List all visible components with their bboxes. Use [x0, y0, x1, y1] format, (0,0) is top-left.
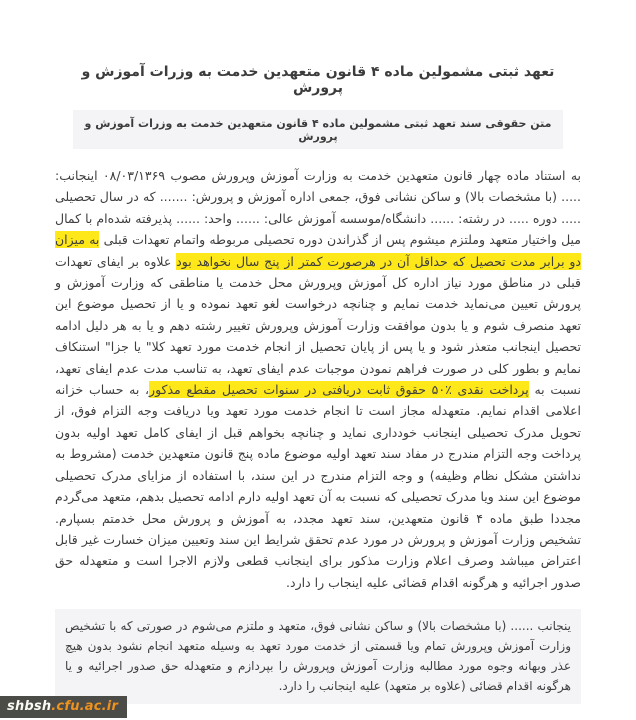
- legal-text-paragraph: [55, 165, 581, 593]
- legal-text-segment: ، به حساب خزانه اعلامی اقدام نمایم. متعهدله مجاز است تا انجام خدمت مورد تعهد ویا دریافت وجه التزام فوق، از تحویل مدرک تحصیلی اینجانب خودداری نماید و چنانچه بخواهم قبل از ایفای کامل تعهد اولیه بدون پرداخت وجه التزام مندرج در مفاد سند تعهد اولیه موضوع ماده پنج قانون متعهدین خدمت (مشروط به نداشتن مشکل نظام وظیفه) و وجه التزام مندرج در این سند، با استفاده از مزایای مدرک تحصیلی موضوع این سند ویا مدرک تحصیلی که نسبت به آن تعهد اولیه دارم ادامه تحصیل بدهم، متعهد می‌گردم مجددا طبق ماده ۴ قانون متعهدین، سند تعهد مجدد، به آموزش و پرورش محل خدمتم بسپارم. تشخیص وزارت آموزش و پرورش در مورد عدم تحقق شرایط این سند وتعیین میزان خسارت غیر قابل اعتراض میباشد وصرف اعلام وزارت مذکور برای اینجانب قطعی ولازم الاجرا است و متعهدله حق صدور اجرائیه و هرگونه اقدام قضائی علیه اینجاب را دارد.: [55, 382, 581, 590]
- legal-text-segment: به استناد ماده چهار قانون متعهدین خدمت به وزارت آموزش وپرورش مصوب ۰۸/۰۳/۱۳۶۹ اینجانب: ..... (با مشخصات بالا) و ساکن نشانی فوق، جمعی اداره آموزش و پرورش: ....... که در سال تحصیلی ..... دوره ..... در رشته: ...... دانشگاه/موسسه آموزش عالی: ...... واحد: ...... پذیرفته شده‌ام با کمال میل واختیار متعهد وملتزم میشوم پس از گذراندن دوره تحصیلی مربوطه واتمام تعهدات قبلی: [55, 168, 582, 248]
- legal-text-segment: علاوه بر ایفای تعهدات قبلی در مناطق مورد نیاز اداره کل آموزش وپرورش محل خدمت یا مناطقی که وزارت آموزش و پرورش تعیین می‌نماید خدمت نمایم و چنانچه درخواست لغو تعهد نموده و یا از تحصیل موضوع این تعهد منصرف شوم و یا بدون موافقت وزارت آموزش وپرورش تغییر رشته دهم و یا به هر دلیل ادامه تحصیل اینجانب متعذر شود و یا پس از پایان تحصیل از انجام خدمت مورد تعهد کلا" یا جزا" استنکاف نمایم و بطور کلی در صورت فراهم نمودن موجبات عدم ایفای تعهد، به تناسب مدت عدم ایفای تعهد، نسبت به: [55, 253, 582, 398]
- document-title: تعهد ثبتی مشمولین ماده ۴ قانون متعهدین خدمت به وزرات آموزش و پرورش: [81, 64, 555, 96]
- highlighted-clause-payment: پرداخت نقدی ٪۵۰ حقوق ثابت دریافتی در سنوات تحصیل مقطع مذکور: [149, 382, 529, 398]
- watermark-site-name: shbsh: [7, 699, 52, 714]
- watermark-site-domain: .cfu.ac.ir: [51, 699, 119, 714]
- site-watermark: [0, 696, 127, 718]
- document-subtitle-bar: متن حقوقی سند تعهد ثبتی مشمولین ماده ۴ قانون متعهدین خدمت به وزرات آموزش و پرورش: [73, 110, 563, 149]
- obligation-paragraph: ینجانب ...... (با مشخصات بالا) و ساکن نشانی فوق، متعهد و ملتزم می‌شوم در صورتی که با تشخیص وزارت آموزش وپرورش تمام ویا قسمتی از خدمت مورد تعهد به وسیله متعهد انجام نشود بدون هیچ عذر وبهانه وجوه مورد مطالبه وزارت آموزش وپرورش را بپردازم و متعهدله حق صدور اجرائیه و یا هرگونه اقدام قضائی (علاوه بر متعهد) علیه اینجانب را دارد.: [55, 609, 581, 704]
- highlighted-clause-duration: به میزان دو برابر مدت تحصیل که حداقل آن در هرصورت کمتر از پنج سال نخواهد بود: [55, 232, 581, 269]
